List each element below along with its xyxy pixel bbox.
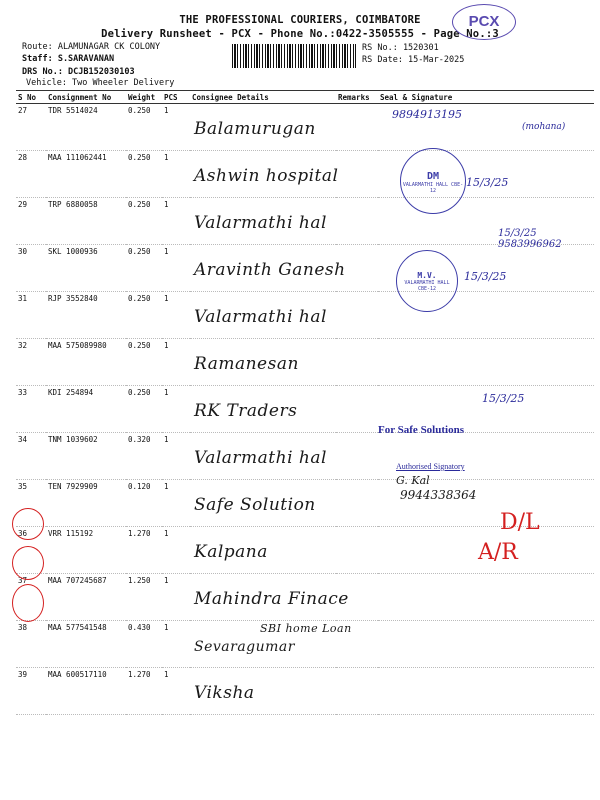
row-consignee: Valarmathi hal: [194, 307, 327, 327]
row-consignee-cell: [190, 386, 336, 433]
seal-stamp-1: [400, 148, 466, 214]
row-remarks: [336, 527, 378, 574]
row-consignment: SKL 1000936: [46, 245, 126, 292]
row-consignee-cell: [190, 339, 336, 386]
row-pcs: 1: [162, 480, 190, 527]
row-remarks: [336, 574, 378, 621]
row-pcs: 1: [162, 527, 190, 574]
company-title: THE PROFESSIONAL COURIERS, COIMBATORE: [179, 14, 421, 26]
row-weight: 1.270: [126, 527, 162, 574]
row-sno: 35: [16, 480, 46, 527]
row-consignee: Ramanesan: [194, 354, 299, 374]
row-consignee: Safe Solution: [194, 495, 316, 515]
row-consignment: MAA 600517110: [46, 668, 126, 715]
sig-phone-1: 9894913195: [392, 108, 462, 121]
row-consignee-cell: [190, 245, 346, 292]
table-header-row: [16, 91, 594, 104]
row-weight: 0.430: [126, 621, 162, 668]
route-label: Route: ALAMUNAGAR CK COLONY: [22, 42, 161, 52]
row-remarks: [336, 104, 378, 151]
staff-label: Staff: S.SARAVANAN: [22, 54, 115, 64]
row-sno: 37: [16, 574, 46, 621]
row-consignee-cell: [190, 104, 336, 151]
row-consignee-cell: [190, 574, 349, 621]
row-consignment: TNM 1039602: [46, 433, 126, 480]
row-consignee-cell: [190, 621, 352, 668]
row-remarks: [336, 668, 378, 715]
row-sno: 28: [16, 151, 46, 198]
seal-center-text: DM: [426, 171, 440, 182]
row-consignee-cell: [190, 480, 336, 527]
sig-kalpana: G. Kal: [396, 474, 430, 487]
row-consignment: MAA 577541548: [46, 621, 126, 668]
row-consignee-cell: [190, 198, 336, 245]
row-sno: 34: [16, 433, 46, 480]
row-signature: [378, 339, 594, 386]
col-remarks: Remarks: [336, 91, 378, 104]
col-consignment: Consignment No: [46, 91, 126, 104]
row-sno: 29: [16, 198, 46, 245]
row-consignment: MAA 707245687: [46, 574, 126, 621]
row-consignee-cell: [190, 433, 336, 480]
col-seal-signature: Seal & Signature: [378, 91, 594, 104]
row-weight: 0.250: [126, 151, 162, 198]
table-row: [16, 151, 594, 198]
row-consignment: TDR 5514024: [46, 104, 126, 151]
row-sno: 31: [16, 292, 46, 339]
red-ar-mark: A/R: [478, 540, 518, 565]
row-pcs: 1: [162, 151, 190, 198]
row-weight: 0.250: [126, 198, 162, 245]
table-row: [16, 104, 594, 151]
row-signature: [378, 668, 594, 715]
col-weight: Weight: [126, 91, 162, 104]
seal-ring-text: VALARMATHI HALL CBE-12: [402, 182, 464, 194]
row-pcs: 1: [162, 668, 190, 715]
barcode: [232, 44, 356, 68]
row-pcs: 1: [162, 574, 190, 621]
row-weight: 0.320: [126, 433, 162, 480]
seal-stamp-2: [396, 250, 458, 312]
row-consignment: KDI 254894: [46, 386, 126, 433]
row-consignment: MAA 575089980: [46, 339, 126, 386]
sig-phone-2: 15/3/25 9583996962: [498, 228, 562, 250]
row-pcs: 1: [162, 198, 190, 245]
row-remarks: [336, 245, 378, 292]
row-sno: 30: [16, 245, 46, 292]
table-row: [16, 433, 594, 480]
rs-date: RS Date: 15-Mar-2025: [362, 55, 465, 65]
row-consignment: MAA 111062441: [46, 151, 126, 198]
row-pcs: 1: [162, 339, 190, 386]
row-signature: [378, 433, 594, 480]
row-weight: 1.270: [126, 668, 162, 715]
rs-number: RS No.: 1520301: [362, 43, 439, 53]
row-pcs: 1: [162, 621, 190, 668]
row-consignee-cell: [190, 151, 339, 198]
table-row: [16, 339, 594, 386]
col-consignee: Consignee Details: [190, 91, 336, 104]
sig-phone-3: 9944338364: [400, 488, 477, 502]
red-circle-39: [12, 584, 44, 622]
row-consignment: TRP 6880058: [46, 198, 126, 245]
authorised-signatory: Authorised Signatory: [396, 462, 465, 471]
row-signature: [378, 621, 594, 668]
row-sno: 32: [16, 339, 46, 386]
row-consignee-cell: [190, 527, 336, 574]
row-consignee: Ashwin hospital: [194, 166, 339, 186]
seal-center-text-2: M.V.: [417, 271, 437, 280]
row-pcs: 1: [162, 104, 190, 151]
row-consignee: Balamurugan: [194, 119, 316, 139]
row-note: SBI home Loan: [260, 622, 352, 635]
row-sno: 36: [16, 527, 46, 574]
row-sno: 38: [16, 621, 46, 668]
table-row: [16, 621, 594, 668]
row-remarks: [336, 339, 378, 386]
row-pcs: 1: [162, 292, 190, 339]
row-consignee: Valarmathi hal: [194, 448, 327, 468]
row-consignee: Valarmathi hal: [194, 213, 327, 233]
row-weight: 0.250: [126, 292, 162, 339]
row-weight: 1.250: [126, 574, 162, 621]
table-row: [16, 245, 594, 292]
row-consignee: Kalpana: [194, 542, 268, 562]
row-sno: 39: [16, 668, 46, 715]
row-sno: 33: [16, 386, 46, 433]
red-circle-37: [12, 508, 44, 540]
row-pcs: 1: [162, 433, 190, 480]
row-remarks: [336, 292, 378, 339]
col-pcs: PCS: [162, 91, 190, 104]
row-pcs: 1: [162, 386, 190, 433]
row-remarks: [336, 480, 378, 527]
row-weight: 0.250: [126, 386, 162, 433]
row-remarks: [336, 198, 378, 245]
row-consignee: Viksha: [194, 683, 255, 703]
red-dl-mark: D/L: [500, 510, 540, 535]
sig-date-3: 15/3/25: [482, 392, 525, 405]
row-sno: 27: [16, 104, 46, 151]
runsheet-title: Delivery Runsheet - PCX - Phone No.:0422-3505555 - Page No.:3: [101, 28, 499, 40]
row-remarks: [336, 386, 378, 433]
row-remarks: [336, 621, 378, 668]
row-pcs: 1: [162, 245, 190, 292]
row-remarks: [336, 433, 378, 480]
sig-date-1: 15/3/25: [466, 176, 509, 189]
safe-solutions-stamp: For Safe Solutions: [378, 424, 464, 436]
row-weight: 0.250: [126, 245, 162, 292]
row-consignee: Sevaragumar: [194, 639, 295, 655]
row-remarks: [336, 151, 378, 198]
red-circle-38: [12, 546, 44, 580]
row-consignment: RJP 3552840: [46, 292, 126, 339]
row-consignee-cell: [190, 292, 336, 339]
table-row: [16, 574, 594, 621]
row-consignee: Mahindra Finace: [194, 589, 349, 609]
row-consignee-cell: [190, 668, 336, 715]
row-weight: 0.250: [126, 104, 162, 151]
table-row: [16, 292, 594, 339]
row-consignment: TEN 7929909: [46, 480, 126, 527]
row-consignee: Aravinth Ganesh: [194, 260, 346, 280]
seal-ring-text-2: VALARMATHI HALL CBE-12: [404, 280, 450, 292]
sig-date-2: 15/3/25: [464, 270, 507, 283]
row-weight: 0.120: [126, 480, 162, 527]
row-weight: 0.250: [126, 339, 162, 386]
row-consignee: RK Traders: [194, 401, 298, 421]
row-signature: [378, 574, 594, 621]
vehicle-label: Vehicle: Two Wheeler Delivery: [26, 78, 175, 88]
pcx-stamp: PCX: [452, 4, 516, 40]
sig-name-1: (mohana): [522, 122, 566, 132]
table-row: [16, 668, 594, 715]
row-consignment: VRR 115192: [46, 527, 126, 574]
drs-label: DRS No.: DCJB152030103: [22, 67, 135, 77]
col-sno: S No: [16, 91, 46, 104]
